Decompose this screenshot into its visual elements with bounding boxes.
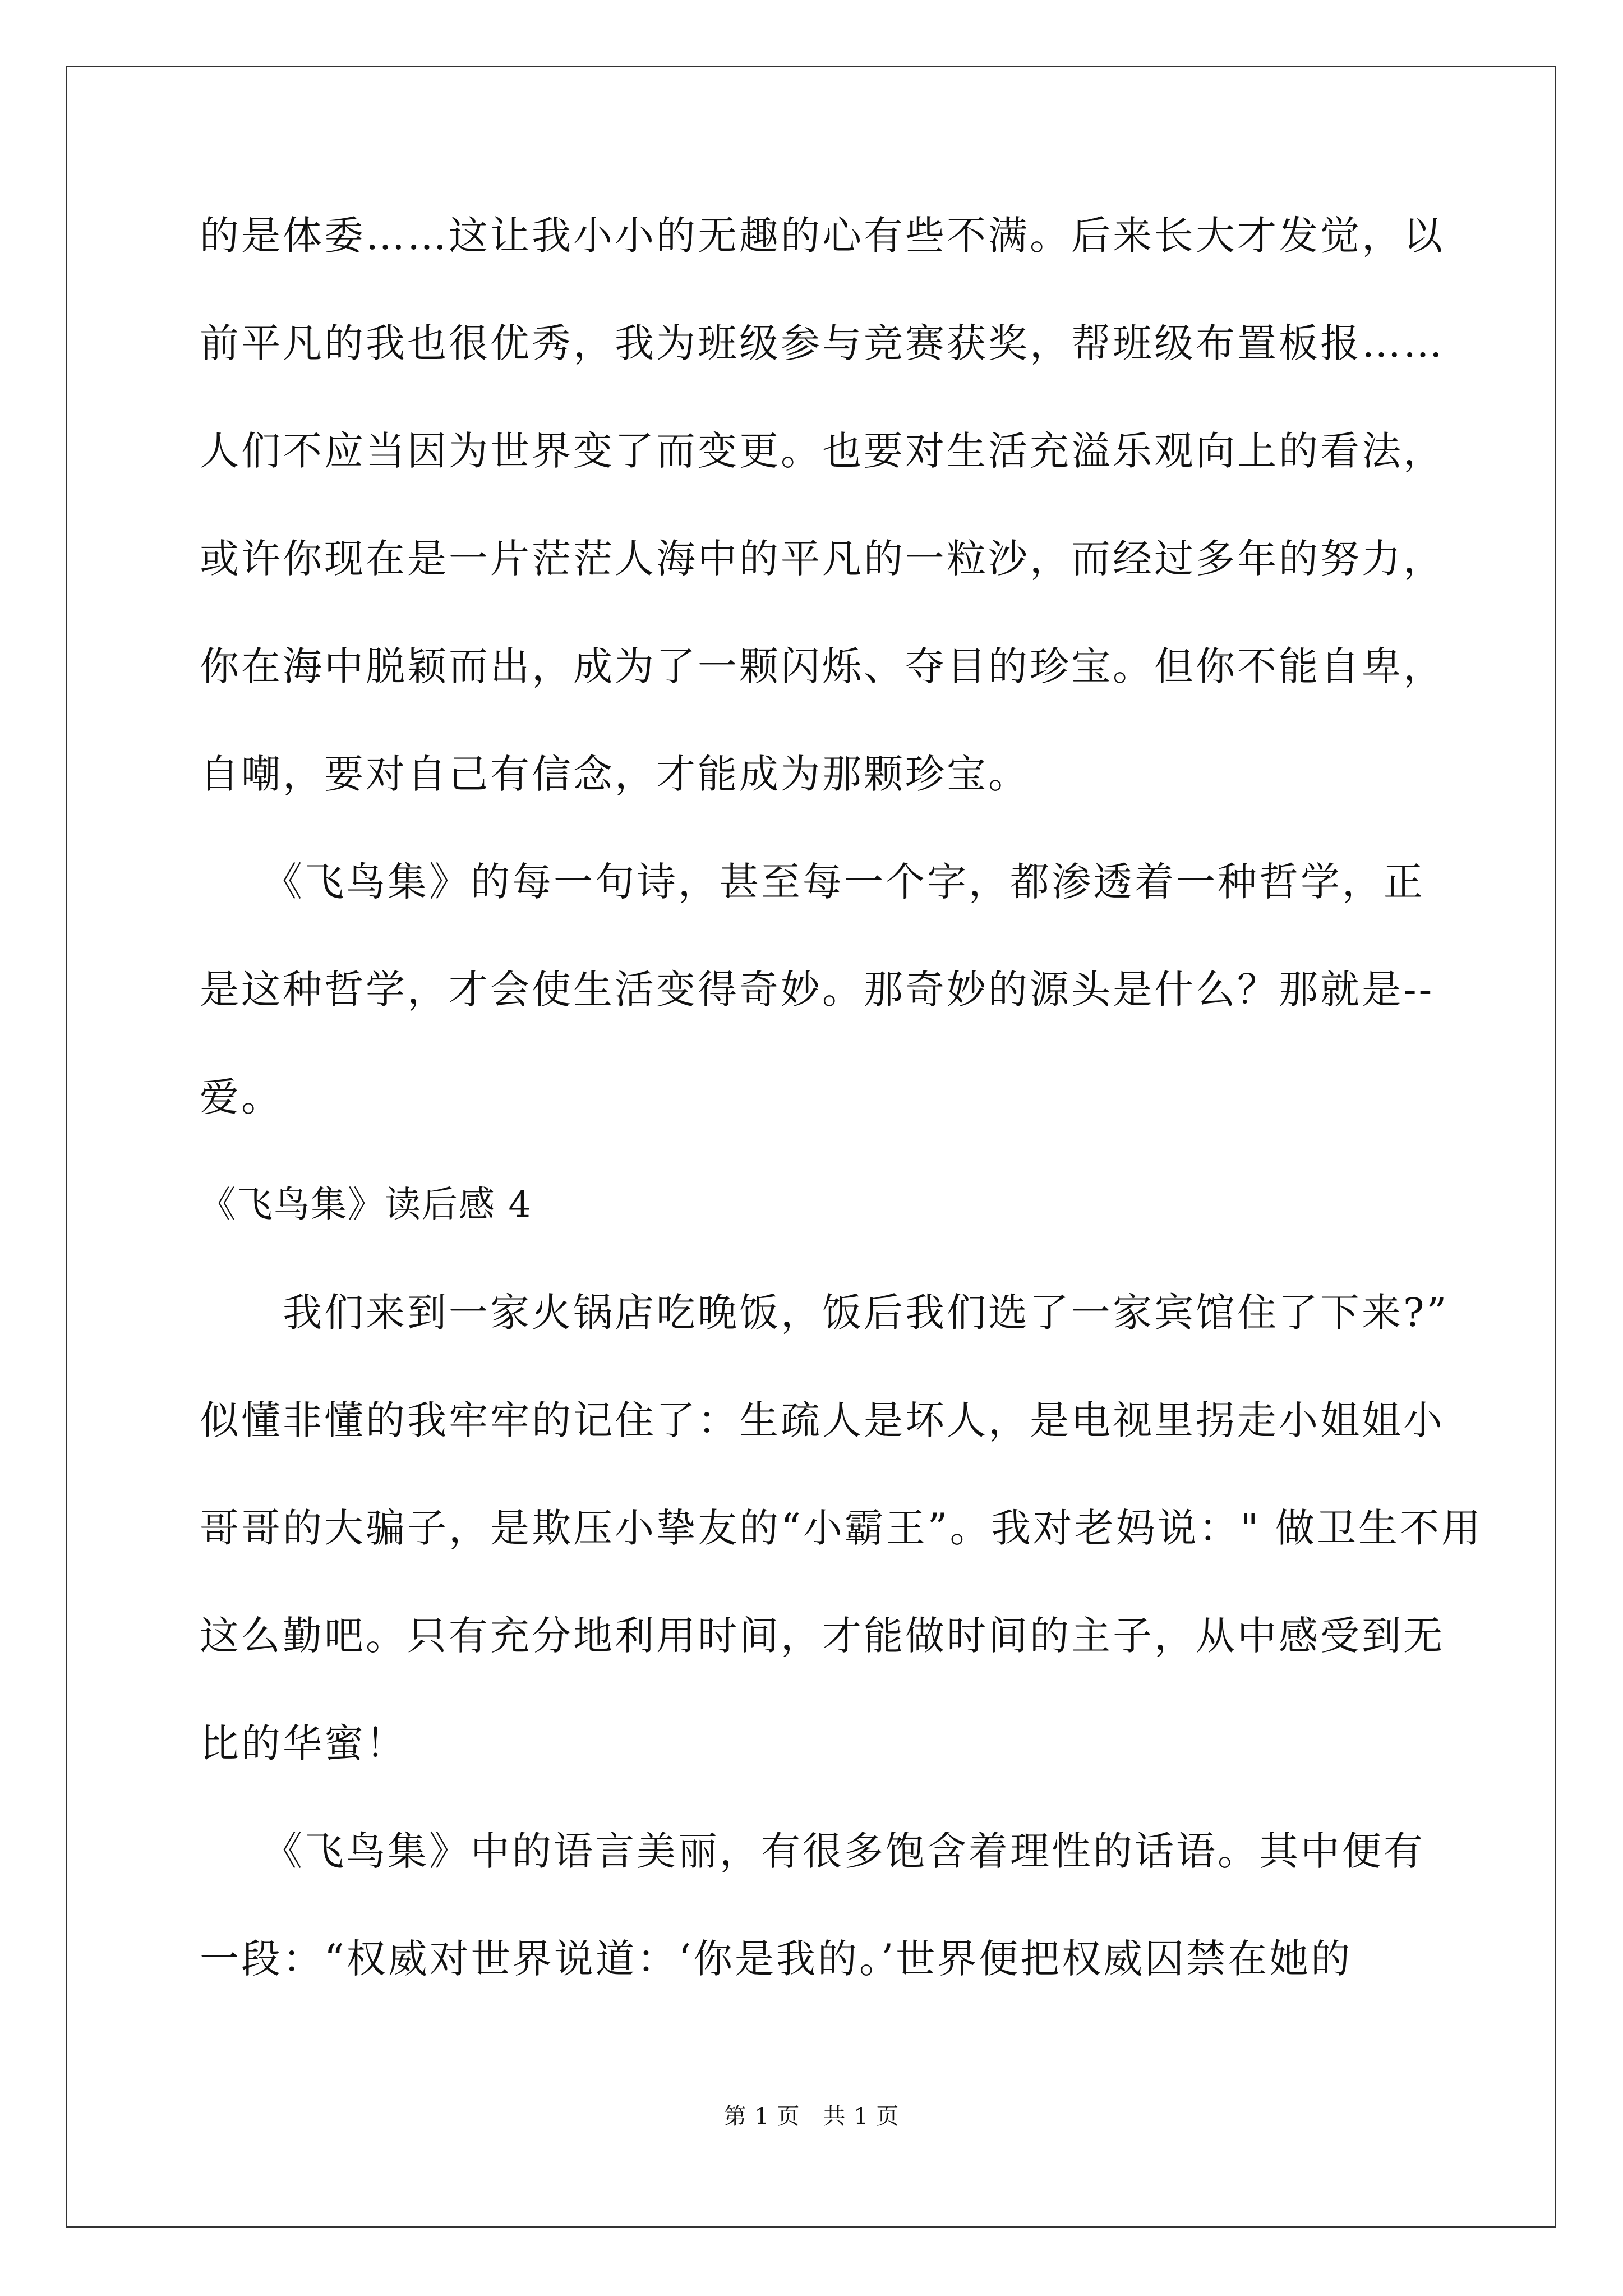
text-line: 似懂非懂的我牢牢的记住了：生疏人是坏人，是电视里拐走小姐姐小 bbox=[200, 1397, 1445, 1443]
page-footer: 第 1 页 共 1 页 bbox=[723, 2104, 900, 2129]
text-line: 你在海中脱颖而出，成为了一颗闪烁、夺目的珍宝。但你不能自卑， bbox=[200, 643, 1445, 689]
text-line: 《飞鸟集》的每一句诗，甚至每一个字，都渗透着一种哲学，正 bbox=[200, 859, 1425, 905]
page-border bbox=[66, 66, 1556, 2228]
text-line: 比的华蜜！ bbox=[200, 1720, 407, 1766]
text-line: 人们不应当因为世界变了而变更。也要对生活充溢乐观向上的看法， bbox=[200, 428, 1445, 474]
text-line: 自嘲，要对自己有信念，才能成为那颗珍宝。 bbox=[200, 751, 1030, 797]
text-line: 前平凡的我也很优秀，我为班级参与竞赛获奖，帮班级布置板报…… bbox=[200, 320, 1445, 366]
text-line: 爱。 bbox=[200, 1074, 283, 1120]
text-line: 《飞鸟集》中的语言美丽，有很多饱含着理性的话语。其中便有 bbox=[200, 1828, 1425, 1874]
text-line: 哥哥的大骗子，是欺压小挚友的“小霸王”。我对老妈说：" 做卫生不用 bbox=[200, 1505, 1483, 1551]
text-line: 是这种哲学，才会使生活变得奇妙。那奇妙的源头是什么？那就是-- bbox=[200, 967, 1435, 1013]
section-heading: 《飞鸟集》读后感 4 bbox=[200, 1184, 533, 1226]
text-line: 一段：“权威对世界说道：‘你是我的。’世界便把权威囚禁在她的 bbox=[200, 1936, 1353, 1982]
text-line: 或许你现在是一片茫茫人海中的平凡的一粒沙，而经过多年的努力， bbox=[200, 536, 1445, 582]
text-line: 的是体委……这让我小小的无趣的心有些不满。后来长大才发觉，以 bbox=[200, 213, 1445, 259]
text-line: 这么勤吧。只有充分地利用时间，才能做时间的主子，从中感受到无 bbox=[200, 1613, 1445, 1659]
text-line: 我们来到一家火锅店吃晚饭，饭后我们选了一家宾馆住了下来?” bbox=[200, 1290, 1449, 1336]
